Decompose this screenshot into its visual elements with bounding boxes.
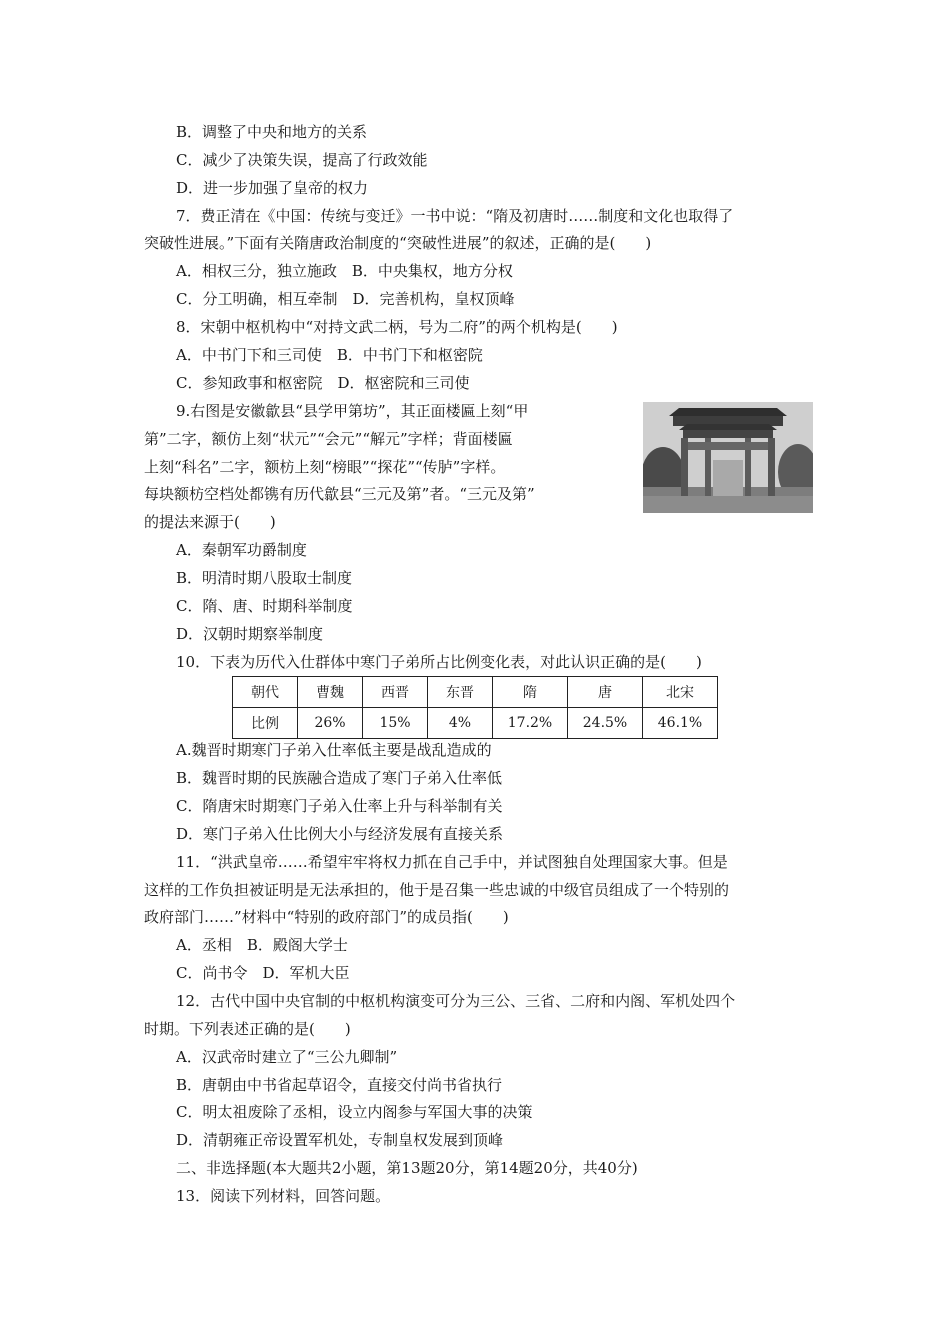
- table-cell: 北宋: [643, 677, 718, 708]
- q10-option-d: D．寒门子弟入仕比例大小与经济发展有直接关系: [176, 825, 504, 843]
- q10-option-a: A.魏晋时期寒门子弟入仕率低主要是战乱造成的: [176, 741, 492, 759]
- q9-stem-line4: 每块额枋空档处都镌有历代歙县“三元及第”者。“三元及第”: [144, 485, 535, 503]
- table-cell: 唐: [568, 677, 643, 708]
- q6-option-c: C．减少了决策失误，提高了行政效能: [176, 151, 428, 169]
- q11-options-cd: C．尚书令 D．军机大臣: [176, 964, 350, 982]
- q7-options-ab: A．相权三分，独立施政 B．中央集权，地方分权: [176, 262, 513, 280]
- table-cell: 隋: [493, 677, 568, 708]
- q8-options-cd: C．参知政事和枢密院 D．枢密院和三司使: [176, 374, 470, 392]
- q12-option-a: A．汉武帝时建立了“三公九卿制”: [176, 1048, 398, 1066]
- q11-stem-line1: 11．“洪武皇帝……希望牢牢将权力抓在自己手中，并试图独自处理国家大事。但是: [176, 853, 728, 871]
- table-cell: 比例: [233, 708, 298, 739]
- table-cell: 46.1%: [643, 708, 718, 739]
- q11-stem-line2: 这样的工作负担被证明是无法承担的，他于是召集一些忠诚的中级官员组成了一个特别的: [144, 881, 730, 899]
- q12-stem-line2: 时期。下列表述正确的是( ): [144, 1020, 351, 1038]
- q12-option-b: B．唐朝由中书省起草诏令，直接交付尚书省执行: [176, 1076, 503, 1094]
- q10-option-b: B．魏晋时期的民族融合造成了寒门子弟入仕率低: [176, 769, 503, 787]
- q6-option-d: D．进一步加强了皇帝的权力: [176, 179, 369, 197]
- table-cell: 15%: [363, 708, 428, 739]
- table-cell: 西晋: [363, 677, 428, 708]
- q11-stem-line3: 政府部门……”材料中“特别的政府部门”的成员指( ): [144, 908, 509, 926]
- table-cell: 东晋: [428, 677, 493, 708]
- q9-option-b: B．明清时期八股取士制度: [176, 569, 353, 587]
- table-cell: 曹魏: [298, 677, 363, 708]
- q9-option-c: C．隋、唐、时期科举制度: [176, 597, 353, 615]
- table-row: [233, 677, 718, 708]
- table-cell: 24.5%: [568, 708, 643, 739]
- q8-options-ab: A．中书门下和三司使 B．中书门下和枢密院: [176, 346, 483, 364]
- section2-heading: 二、非选择题(本大题共2小题，第13题20分，第14题20分，共40分): [176, 1159, 638, 1177]
- q11-options-ab: A．丞相 B．殿阁大学士: [176, 936, 348, 954]
- q12-option-d: D．清朝雍正帝设置军机处，专制皇权发展到顶峰: [176, 1131, 504, 1149]
- q7-options-cd: C．分工明确，相互牵制 D．完善机构，皇权顶峰: [176, 290, 515, 308]
- q10-option-c: C．隋唐宋时期寒门子弟入仕率上升与科举制有关: [176, 797, 503, 815]
- q12-option-c: C．明太祖废除了丞相，设立内阁参与军国大事的决策: [176, 1103, 533, 1121]
- q10-stem: 10．下表为历代入仕群体中寒门子弟所占比例变化表，对此认识正确的是( ): [176, 653, 702, 671]
- table-row: [233, 708, 718, 739]
- q9-option-a: A．秦朝军功爵制度: [176, 541, 307, 559]
- table-cell: 26%: [298, 708, 363, 739]
- table-cell: 4%: [428, 708, 493, 739]
- archway-illustration: [643, 402, 813, 513]
- q9-stem-line1: 9.右图是安徽歙县“县学甲第坊”，其正面楼匾上刻“甲: [176, 402, 529, 420]
- q10-ratio-table: [232, 676, 718, 739]
- q9-stem-line3: 上刻“科名”二字，额枋上刻“榜眼”“探花”“传胪”字样。: [144, 458, 506, 476]
- q12-stem-line1: 12．古代中国中央官制的中枢机构演变可分为三公、三省、二府和内阁、军机处四个: [176, 992, 736, 1010]
- q9-option-d: D．汉朝时期察举制度: [176, 625, 324, 643]
- table-cell: 朝代: [233, 677, 298, 708]
- q7-stem-line2: 突破性进展。”下面有关隋唐政治制度的“突破性进展”的叙述，正确的是( ): [144, 234, 652, 252]
- q9-stem-line2: 第”二字，额仿上刻“状元”“会元”“解元”字样；背面楼匾: [144, 430, 513, 448]
- memorial-archway-photo: [643, 402, 813, 513]
- q9-stem-line5: 的提法来源于( ): [144, 513, 276, 531]
- q7-stem-line1: 7．费正清在《中国：传统与变迁》一书中说：“隋及初唐时……制度和文化也取得了: [176, 207, 734, 225]
- q6-option-b: B．调整了中央和地方的关系: [176, 123, 368, 141]
- table-cell: 17.2%: [493, 708, 568, 739]
- q8-stem: 8．宋朝中枢机构中“对持文武二柄，号为二府”的两个机构是( ): [176, 318, 618, 336]
- q13-stem: 13．阅读下列材料，回答问题。: [176, 1187, 391, 1205]
